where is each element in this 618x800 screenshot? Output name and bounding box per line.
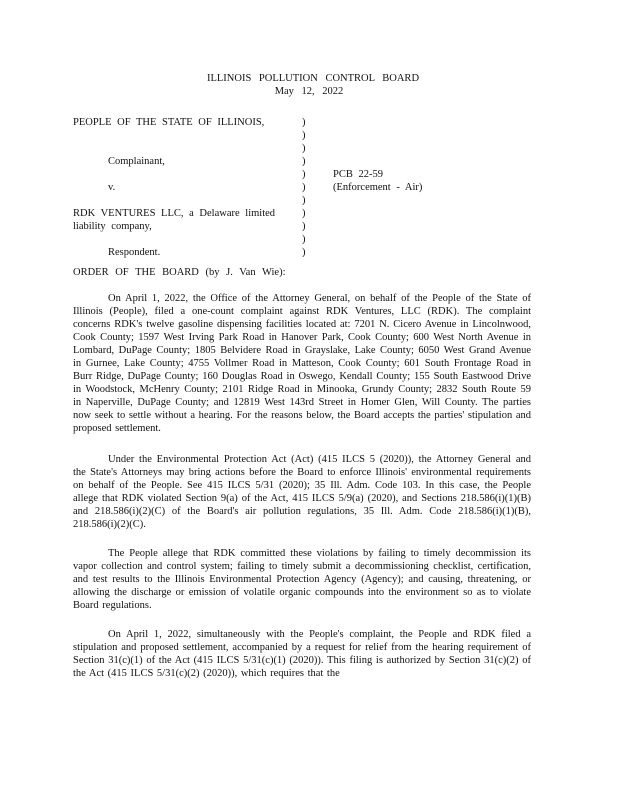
case-info [333, 168, 422, 194]
paragraph: Under the Environmental Protection Act (Act) (415 ILCS 5 (2020)), the Attorney General and the State's Attorneys may bring actions before the Board to enforce Illinois' environmental requirements on behalf of the People. See 415 ILCS 5/31 (2020); 35 Ill. Adm. Code 103. In this case, the People allege that RDK violated Section 9(a) of the Act, 415 ILCS 5/9(a) (2020), and Sections 218.586(i)(1)(B) and 218.586(i)(2)(C) of the Board's air pollution regulations, 35 Ill. Adm. Code 218.586(i)(1)(B), 218.586(i)(2)(C). [73, 454, 531, 530]
board-title: ILLINOIS POLLUTION CONTROL BOARD [206, 73, 420, 84]
caption-parties [73, 116, 301, 259]
respondent-name-cont: liability company, [73, 221, 152, 232]
case-number: PCB 22-59 [333, 169, 383, 180]
complainant-label: Complainant, [108, 156, 165, 167]
paragraph: On April 1, 2022, simultaneously with the People's complaint, the People and RDK filed a stipulation and proposed settlement, accompanied by a request for relief from the hearing requirement of Section 31(c)(1) of the Act (415 ILCS 5/31(c)(1) (2020)). This filing is authorized by Section 31(c)(2) of the Act (415 ILCS 5/31(c)(2) (2020)), which requires that the [73, 629, 531, 679]
paren: ) [302, 117, 306, 128]
caption-line: PEOPLE OF THE STATE OF ILLINOIS, [73, 117, 265, 128]
caption-line [73, 233, 301, 246]
respondent-label: Respondent. [108, 247, 161, 258]
respondent-name: RDK VENTURES LLC, a Delaware limited [73, 208, 276, 219]
paren: ) [302, 195, 306, 206]
paragraph: The People allege that RDK committed these violations by failing to timely decommission its vapor collection and control system; failing to timely submit a decommissioning checklist, certification, and test results to the Illinois Environmental Protection Agency (Agency); and causing, threatening, or allowing the discharge or emission of volatile organic compounds into the environment so as to violate Board regulations. [73, 548, 531, 611]
caption-line [73, 129, 301, 142]
paren: ) [302, 208, 306, 219]
document-header [0, 72, 618, 98]
paren: ) [302, 143, 306, 154]
case-caption [73, 116, 543, 256]
paren: ) [302, 156, 306, 167]
order-body [73, 292, 531, 696]
paren: ) [302, 221, 306, 232]
order-date: May 12, 2022 [274, 86, 344, 97]
order-heading: ORDER OF THE BOARD (by J. Van Wie): [73, 267, 286, 278]
versus-label: v. [108, 182, 116, 193]
caption-line [73, 142, 301, 155]
paragraph: On April 1, 2022, the Office of the Attorney General, on behalf of the People of the State of Illinois (People), filed a one-count complaint against RDK Ventures, LLC (RDK). The complaint concerns RDK's twelve gasoline dispensing facilities located at: 7201 N. Cicero Avenue in Lincolnwood, Cook County; 1597 West Irving Park Road in Hanover Park, Cook County; 600 West North Avenue in Lombard, DuPage County; 1805 Belvidere Road in Grayslake, Lake County; 6050 West Grand Avenue in Gurnee, Lake County; 4755 Vollmer Road in Matteson, Cook County; 601 South Frontage Road in Burr Ridge, DuPage County; 160 Douglas Road in Oswego, Kendall County; 155 South Eastwood Drive in Woodstock, McHenry County; 2101 Ridge Road in Minooka, Grundy County; 2832 South Route 59 in Naperville, DuPage County; and 12819 West 143rd Street in Homer Glen, Will County. The parties now seek to settle without a hearing. For the reasons below, the Board accepts the parties' stipulation and proposed settlement. [73, 293, 531, 434]
paren: ) [302, 130, 306, 141]
paren: ) [302, 247, 306, 258]
caption-line [73, 194, 301, 207]
caption-line [73, 168, 301, 181]
caption-parens [302, 116, 312, 259]
paren: ) [302, 234, 306, 245]
case-type: (Enforcement - Air) [333, 182, 423, 193]
paren: ) [302, 169, 306, 180]
paren: ) [302, 182, 306, 193]
